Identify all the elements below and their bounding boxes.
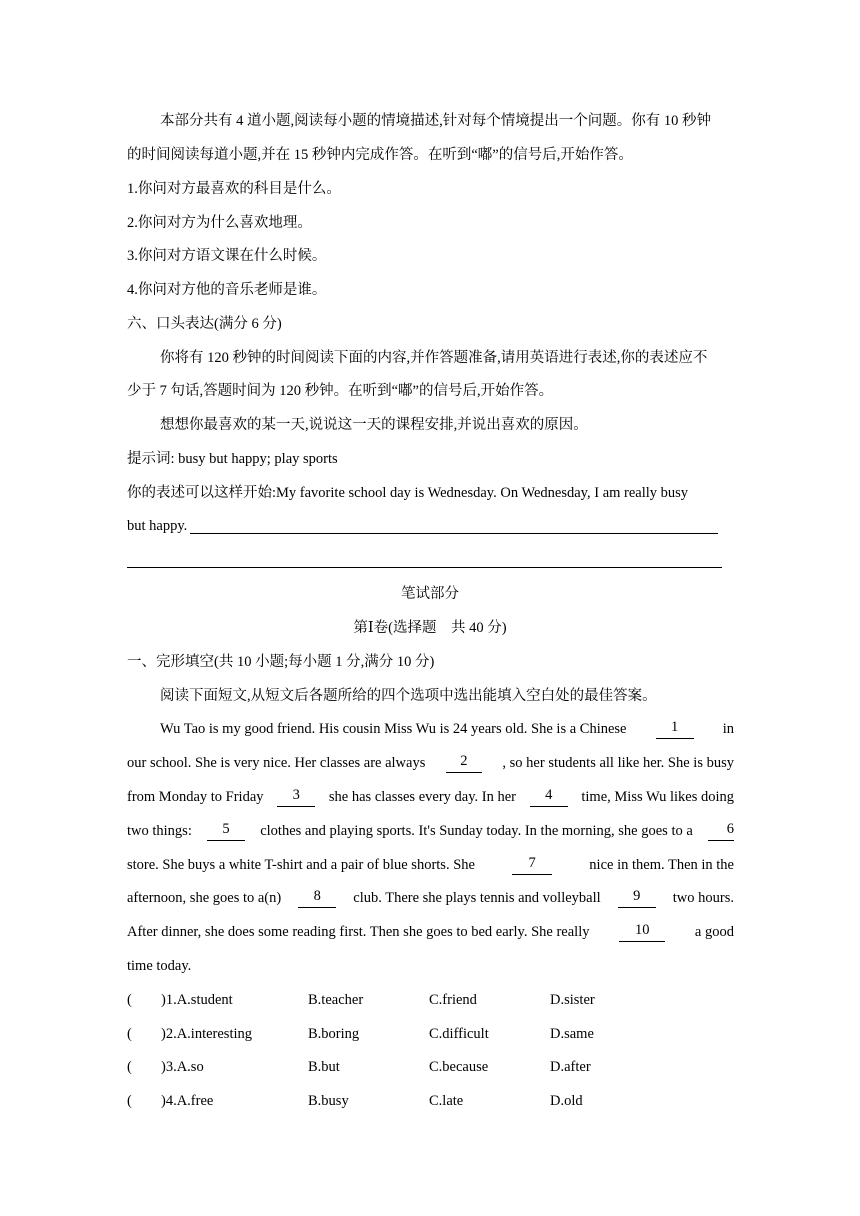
option-a[interactable]: )2.A.interesting [161,1026,253,1042]
option-c[interactable]: C.because [429,1059,489,1075]
passage-text: from Monday to Friday [127,789,264,805]
section5-item-3: 3.你问对方语文课在什么时候。 [127,248,327,264]
option-d[interactable]: D.sister [550,992,595,1008]
answer-paren[interactable]: ( [127,1059,132,1075]
section6-heading: 六、口头表达(满分 6 分) [127,316,282,332]
section6-para1-line1: 你将有 120 秒钟的时间阅读下面的内容,并作答题准备,请用英语进行表述,你的表述应不 [160,350,708,366]
section5-item-2: 2.你问对方为什么喜欢地理。 [127,215,312,231]
passage-text: time, Miss Wu likes doing [581,789,734,805]
volume-title: 第Ⅰ卷(选择题 共 40 分) [353,620,507,636]
blank-10[interactable]: 10 [619,922,665,942]
blank-6[interactable]: 6 [708,821,734,841]
passage-text: two hours. [672,890,734,906]
option-b[interactable]: B.busy [308,1093,349,1109]
section5-item-1: 1.你问对方最喜欢的科目是什么。 [127,181,341,197]
passage-text: afternoon, she goes to a(n) [127,890,282,906]
option-d[interactable]: D.after [550,1059,591,1075]
blank-4[interactable]: 4 [530,787,568,807]
passage-line-8: time today. [127,958,192,974]
blank-9[interactable]: 9 [618,888,656,908]
blank-7[interactable]: 7 [512,855,552,875]
section5-intro-line2: 的时间阅读每道小题,并在 15 秒钟内完成作答。在听到“嘟”的信号后,开始作答。 [127,147,633,163]
passage-text: store. She buys a white T-shirt and a pair of blue shorts. She [127,857,475,873]
passage-text: club. There she plays tennis and volleyball [353,890,601,906]
option-a[interactable]: )1.A.student [161,992,233,1008]
option-c[interactable]: C.friend [429,992,477,1008]
option-c[interactable]: C.late [429,1093,464,1109]
answer-line-2 [127,567,722,568]
passage-text: our school. She is very nice. Her classes are always [127,755,426,771]
section5-intro-line1: 本部分共有 4 道小题,阅读每小题的情境描述,针对每个情境提出一个问题。你有 10 秒钟 [160,113,711,129]
section6-hint: 提示词: busy but happy; play sports [127,451,338,467]
passage-text: a good [694,924,734,940]
blank-5[interactable]: 5 [207,821,245,841]
part1-heading: 一、完形填空(共 10 小题;每小题 1 分,满分 10 分) [127,654,435,670]
option-b[interactable]: B.boring [308,1026,360,1042]
passage-line-2 [127,753,734,773]
option-b[interactable]: B.teacher [308,992,364,1008]
blank-2[interactable]: 2 [446,753,482,773]
option-d[interactable]: D.old [550,1093,583,1109]
passage-line-5 [127,855,734,875]
passage-text: two things: [127,823,192,839]
passage-text: clothes and playing sports. It's Sunday today. In the morning, she goes to a [260,823,693,839]
passage-text: she has classes every day. In her [328,789,516,805]
passage-line-6 [127,888,734,908]
section6-start-line1: 你的表述可以这样开始:My favorite school day is Wednesday. On Wednesday, I am really busy [127,485,689,501]
passage-text: nice in them. Then in the [589,857,734,873]
blank-3[interactable]: 3 [277,787,315,807]
passage-text: Wu Tao is my good friend. His cousin Miss Wu is 24 years old. She is a Chinese [160,721,627,737]
blank-8[interactable]: 8 [298,888,336,908]
passage-line-7 [127,922,734,942]
option-a[interactable]: )4.A.free [161,1093,214,1109]
section6-para1-line2: 少于 7 句话,答题时间为 120 秒钟。在听到“嘟”的信号后,开始作答。 [127,383,554,399]
option-c[interactable]: C.difficult [429,1026,489,1042]
answer-paren[interactable]: ( [127,992,132,1008]
part1-instruction: 阅读下面短文,从短文后各题所给的四个选项中选出能填入空白处的最佳答案。 [160,688,657,704]
section6-start-line2: but happy. [127,518,188,534]
passage-line-1 [160,719,734,739]
option-b[interactable]: B.but [308,1059,340,1075]
passage-text: in [722,721,734,737]
passage-text: After dinner, she does some reading first. Then she goes to bed early. She really [127,924,590,940]
option-d[interactable]: D.same [550,1026,594,1042]
blank-1[interactable]: 1 [656,719,694,739]
answer-paren[interactable]: ( [127,1026,132,1042]
passage-line-4 [127,821,734,841]
written-section-title: 笔试部分 [401,586,459,602]
option-a[interactable]: )3.A.so [161,1059,204,1075]
passage-line-3 [127,787,734,807]
answer-paren[interactable]: ( [127,1093,132,1109]
section5-item-4: 4.你问对方他的音乐老师是谁。 [127,282,327,298]
section6-para2: 想想你最喜欢的某一天,说说这一天的课程安排,并说出喜欢的原因。 [160,417,588,433]
answer-line-1 [190,533,718,534]
passage-text: , so her students all like her. She is busy [502,755,734,771]
